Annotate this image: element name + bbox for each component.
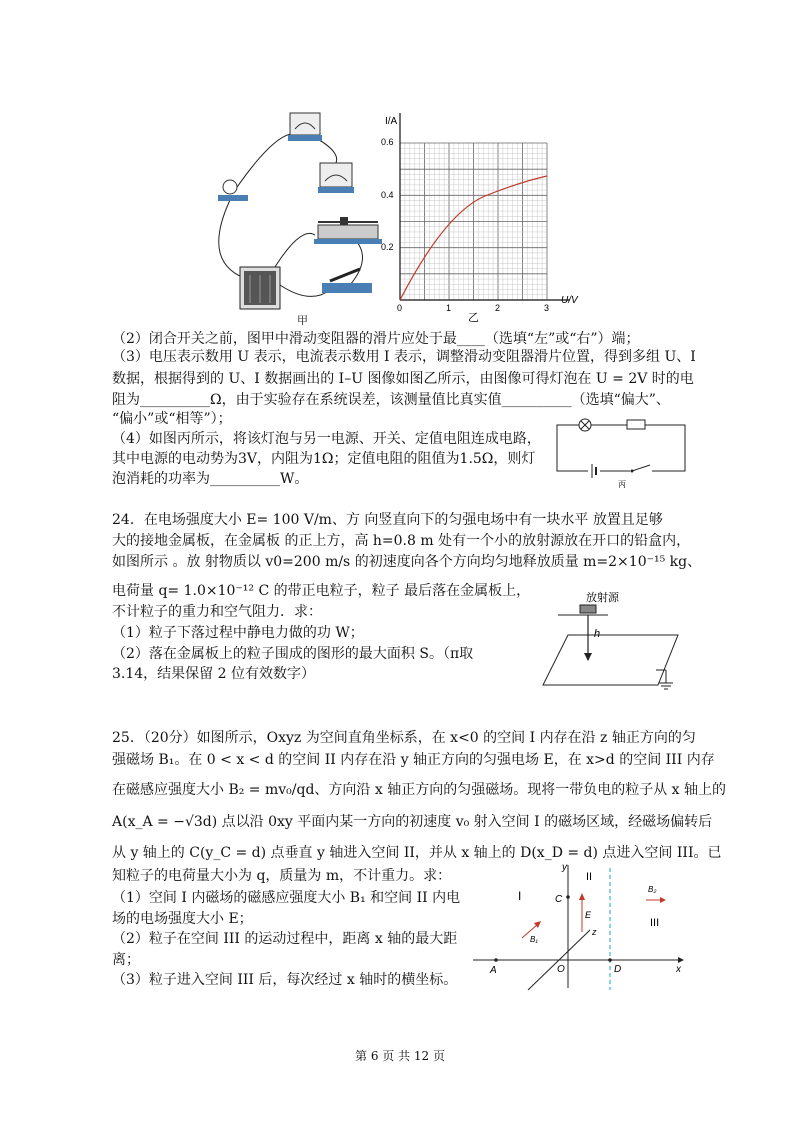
- q23-part3-line2: 数据，根据得到的 U、I 数据画出的 I–U 图像如图乙所示，由图像可得灯泡在 U = 2V 时的电: [112, 371, 694, 387]
- q23-part3-line3: 阻为__________Ω，由于实验存在系统误差，该测量值比真实值__________（选填“偏大”、: [112, 392, 670, 408]
- q24-line8: 3.14，结果保留 2 位有效数字）: [112, 666, 315, 682]
- x-axis-label: U/V: [561, 295, 578, 306]
- fig-bing-caption: 丙: [618, 480, 626, 489]
- iu-graph: [375, 108, 585, 323]
- e-label: E: [585, 910, 592, 920]
- q25-line6: 知粒子的电荷量大小为 q，质量为 m，不计重力。求：: [112, 868, 452, 884]
- ground-icon: [656, 670, 673, 689]
- xtick-3: 3: [544, 303, 550, 313]
- bulb-icon: [218, 180, 248, 201]
- battery-icon: [240, 267, 280, 309]
- h-label: h: [594, 628, 601, 640]
- switch-icon: [322, 269, 372, 293]
- metal-plate: [543, 635, 678, 685]
- resistor-icon: [627, 420, 645, 429]
- point-A: A: [490, 965, 497, 976]
- ytick-0.6: 0.6: [381, 137, 394, 147]
- ytick-0.4: 0.4: [381, 190, 394, 200]
- ytick-0.2: 0.2: [381, 242, 394, 252]
- voltmeter-icon: [318, 163, 354, 193]
- y-label: y: [562, 862, 567, 873]
- fig-jia-caption: 甲: [297, 314, 308, 327]
- circuit-figure-jia: [210, 105, 390, 330]
- switch-symbol-icon: [630, 465, 652, 477]
- q24-line5: 不计粒子的重力和空气阻力．求：: [112, 604, 322, 620]
- graph-grid: [400, 143, 547, 300]
- region-II: II: [586, 871, 593, 883]
- xtick-2: 2: [495, 303, 501, 313]
- q24-line1: 24．在电场强度大小 E= 100 V/m、方 向竖直向下的匀强电场中有一块水平 放置且足够: [112, 512, 663, 528]
- q25-line11: （3）粒子进入空间 III 后，每次经过 x 轴时的横坐标。: [112, 972, 458, 988]
- q25-line10: 离；: [112, 952, 140, 968]
- q25-line3: 在磁感应强度大小 B₂ = mv₀/qd、方向沿 x 轴正方向的匀强磁场。现将一带负电的粒子从 x 轴上的: [112, 782, 727, 798]
- lamp-icon: [579, 419, 591, 431]
- q23-part4-line1: （4）如图丙所示，将该灯泡与另一电源、开关、定值电阻连成电路，: [112, 431, 541, 447]
- region-III: III: [650, 917, 660, 929]
- q23-part3-line1: （3）电压表示数用 U 表示，电流表示数用 I 表示，调整滑动变阻器滑片位置，得到多组 U、I: [112, 349, 696, 365]
- source-label: 放射源: [586, 592, 619, 604]
- q23-part3-line4: “偏小”或“相等”）；: [112, 411, 232, 427]
- q25-line7: （1）空间 I 内磁场的磁感应强度大小 B₁ 和空间 II 内电: [112, 890, 461, 906]
- q25-line9: （2）粒子在空间 III 的运动过程中，距离 x 轴的最大距: [112, 931, 458, 947]
- q25-line8: 场的电场强度大小 E；: [112, 911, 253, 927]
- q23-part4-line3: 泡消耗的功率为__________W。: [112, 471, 309, 487]
- radiation-source-figure: [538, 585, 688, 697]
- point-D: D: [614, 964, 622, 975]
- b1-label: B₁: [530, 935, 538, 944]
- xtick-0: 0: [397, 303, 403, 313]
- lead-box-icon: [580, 605, 596, 613]
- y-axis-label: I/A: [385, 116, 398, 127]
- q25-line4: A(x_A = −√3d) 点以沿 0xy 平面内某一方向的初速度 v₀ 射入空间 I 的磁场区域，经磁场偏转后: [112, 814, 713, 830]
- q23-part4-line2: 其中电源的电动势为3V，内阻为1Ω；定值电阻的阻值为1.5Ω，则灯: [112, 451, 536, 467]
- x-label: x: [676, 964, 681, 975]
- q25-line1: 25．（20分）如图所示，Oxyz 为空间直角坐标系，在 x<0 的空间 I 内存在沿 z 轴正方向的匀: [112, 730, 696, 746]
- ammeter-icon: [288, 113, 322, 141]
- circuit-figure-bing: [552, 407, 692, 489]
- page-footer: 第 6 页 共 12 页: [355, 1049, 445, 1063]
- cell-icon: [588, 464, 600, 478]
- z-label: z: [592, 927, 597, 937]
- xtick-1: 1: [446, 303, 452, 313]
- region-I: I: [518, 889, 522, 903]
- q24-line3: 如图所示 。放 射物质以 v0=200 m/s 的初速度向各个方向均匀地释放质量 m=2×10⁻¹⁵ kg、: [112, 554, 702, 570]
- point-O: O: [557, 964, 565, 975]
- q25-line5: 从 y 轴上的 C(y_C = d) 点垂直 y 轴进入空间 II，并从 x 轴上的 D(x_D = d) 点进入空间 III。已: [112, 845, 722, 861]
- q25-line2: 强磁场 B₁。在 0 < x < d 的空间 II 内存在沿 y 轴正方向的匀强电场 E，在 x>d 的空间 III 内存: [112, 752, 715, 768]
- q24-line7: （2）落在金属板上的粒子围成的图形的最大面积 S。（π取: [112, 646, 474, 662]
- q23-part2: （2）闭合开关之前，图甲中滑动变阻器的滑片应处于最____（选填“左”或“右”）端；: [112, 331, 640, 347]
- point-C: C: [555, 894, 563, 905]
- rheostat-icon: [314, 217, 382, 244]
- b2-label: B₂: [648, 885, 657, 894]
- q24-line2: 大的接地金属板，在金属板 的正上方，高 h=0.8 m 处有一个小的放射源放在开口的铅盒内，: [112, 533, 691, 549]
- q24-line6: （1）粒子下落过程中静电力做的功 W；: [112, 625, 364, 641]
- coordinate-figure: [468, 860, 690, 992]
- q24-line4: 电荷量 q= 1.0×10⁻¹² C 的带正电粒子，粒子 最后落在金属板上，: [112, 583, 531, 599]
- graph-caption: 乙: [468, 312, 479, 323]
